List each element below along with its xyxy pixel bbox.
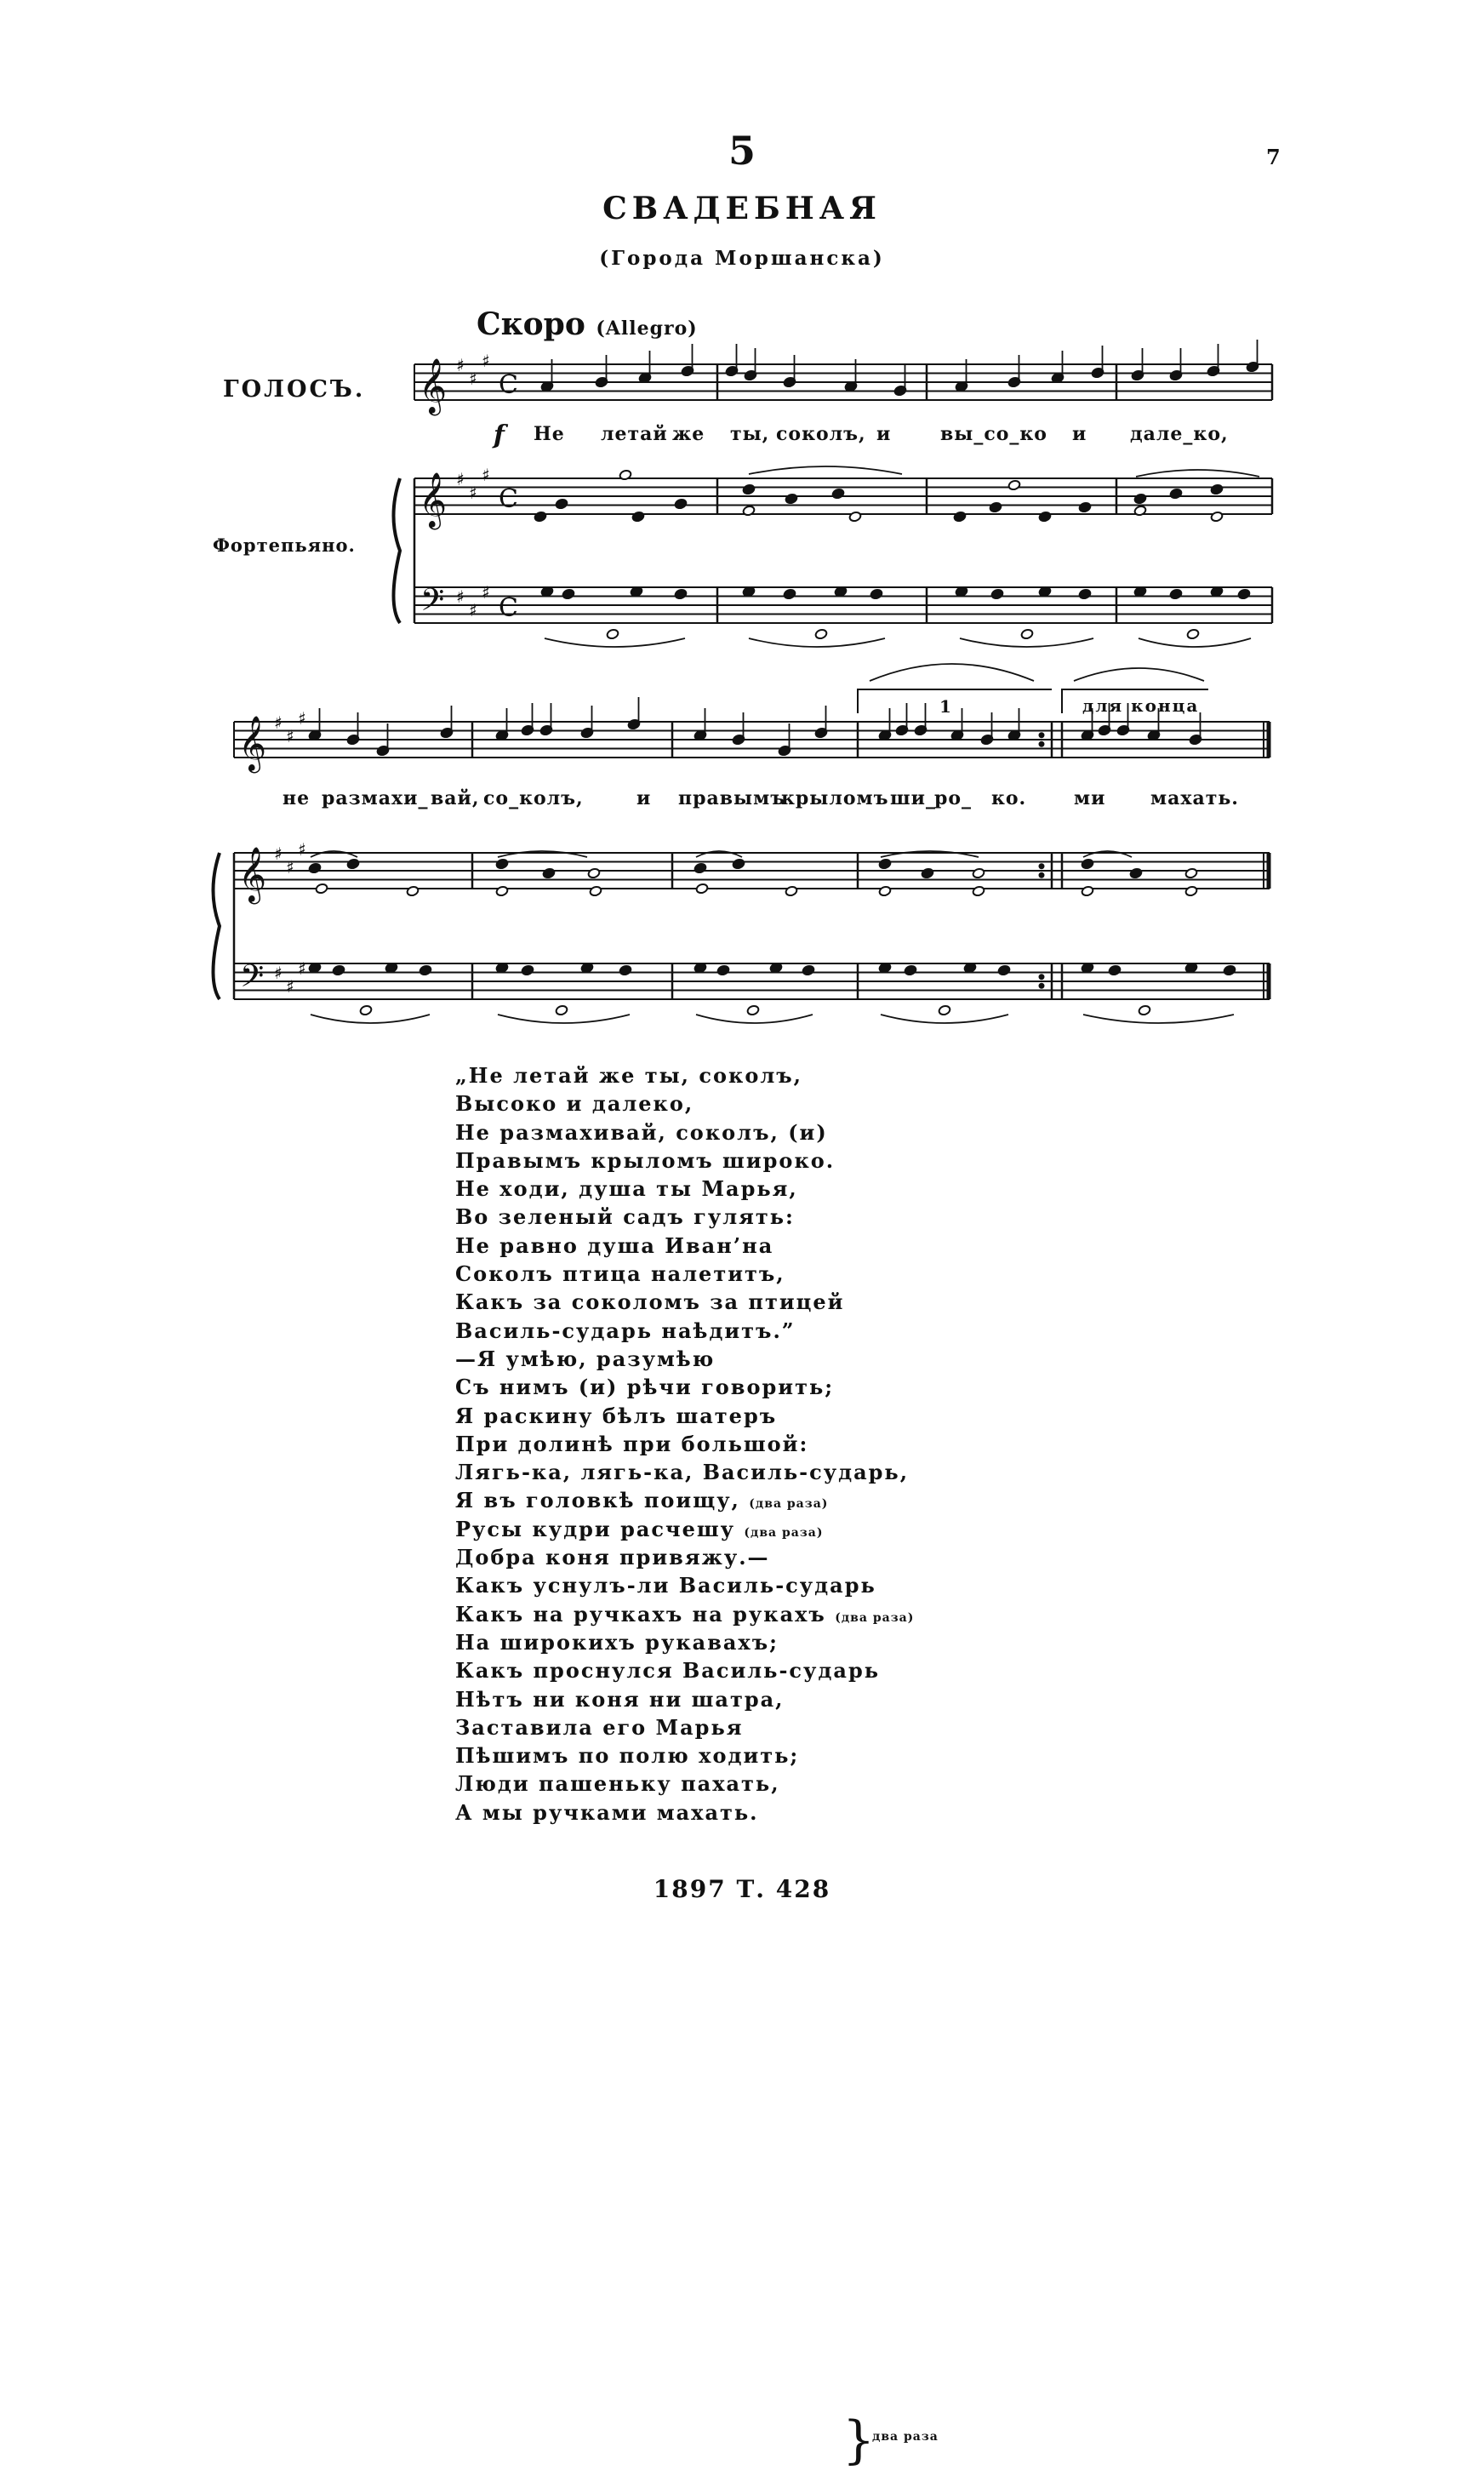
music-notation <box>0 0 1484 1047</box>
key-sharp: ♯ <box>274 712 283 733</box>
verse-line: Какъ проснулся Василь-сударь <box>455 1658 881 1684</box>
treble-clef: 𝄞 <box>238 716 267 771</box>
verse-line: Я раскину бѣлъ шатеръ <box>455 1403 778 1428</box>
repeat-dot <box>1039 983 1044 988</box>
note-head <box>495 858 508 869</box>
verse-line: Добра коня привяжу.— <box>455 1545 770 1570</box>
note-head <box>1133 493 1146 504</box>
key-sharp: ♯ <box>274 843 283 864</box>
note-head <box>972 885 985 896</box>
repeat-note: (два раза) <box>749 1497 829 1512</box>
lyric-syllable: и <box>636 787 652 809</box>
verse-line: Пѣшимъ по полю ходить; <box>455 1743 800 1769</box>
slur <box>960 638 1093 647</box>
key-sharp: ♯ <box>286 976 294 997</box>
key-sharp: ♯ <box>482 582 490 603</box>
slur <box>498 1015 630 1023</box>
lyric-syllable: ми <box>1074 787 1106 809</box>
note-head <box>1223 964 1236 975</box>
verse-line: Нѣтъ ни коня ни шатра, <box>455 1686 785 1712</box>
lyric-syllable: правымъ <box>678 787 786 809</box>
time-signature: C <box>499 593 518 623</box>
key-sharp: ♯ <box>286 726 294 746</box>
note-head <box>1129 867 1142 878</box>
lyric-syllable: ши_ <box>890 787 936 809</box>
verse-line-text: Русы кудри расчешу <box>455 1516 736 1541</box>
lyric-syllable: Не <box>534 423 565 445</box>
verse-line: На широкихъ рукавахъ; <box>455 1629 779 1655</box>
tempo-russian: Скоро <box>477 306 585 342</box>
bass-clef: 𝄢 <box>420 582 445 626</box>
verse-line: Не ходи, душа ты Марья, <box>455 1176 798 1202</box>
note-head <box>831 488 844 499</box>
lyric-syllable: не <box>283 787 311 809</box>
note-head <box>495 885 508 896</box>
note-head <box>1169 488 1182 499</box>
note-head <box>1186 628 1199 639</box>
slur <box>696 1015 813 1023</box>
note-head <box>814 628 827 639</box>
key-sharp: ♯ <box>298 708 306 729</box>
piano-brace <box>394 478 401 623</box>
repeat-dot <box>1039 975 1044 980</box>
slur <box>881 1015 1008 1023</box>
note-head <box>878 885 891 896</box>
note-head <box>674 588 687 599</box>
key-sharp: ♯ <box>469 600 477 620</box>
note-head <box>359 1004 372 1015</box>
note-head <box>693 862 706 873</box>
note-head <box>1210 511 1223 522</box>
note-head <box>1138 1004 1150 1015</box>
note-head <box>419 964 431 975</box>
verse-line: Какъ за соколомъ за птицей <box>455 1289 845 1315</box>
lyric-syllable: махать. <box>1150 787 1239 809</box>
repeat-dot <box>1039 733 1044 738</box>
plate-number: 1897 Т. 428 <box>653 1875 831 1903</box>
key-sharp: ♯ <box>456 586 465 607</box>
note-head <box>1078 588 1091 599</box>
slur <box>311 1015 430 1023</box>
note-head <box>1081 885 1093 896</box>
key-sharp: ♯ <box>274 963 283 983</box>
note-head <box>1007 479 1020 490</box>
treble-clef: 𝄞 <box>238 847 267 902</box>
lyric-syllable: со_колъ, <box>483 787 584 809</box>
lyric-syllable: летай <box>601 423 668 445</box>
verse-line: Во зеленый садъ гулять: <box>455 1204 795 1230</box>
verse-line <box>455 1600 1068 1628</box>
verse-line: Не равно душа Иван’на <box>455 1232 774 1258</box>
verse-line: Соколъ птица налетитъ, <box>455 1261 785 1287</box>
verse-line: А мы ручками махать. <box>455 1799 759 1825</box>
note-head <box>742 483 755 495</box>
bass-clef: 𝄢 <box>240 958 265 1002</box>
key-sharp: ♯ <box>469 483 477 503</box>
key-sharp: ♯ <box>286 857 294 878</box>
note-head <box>332 964 345 975</box>
lyric-syllable: размахи_ <box>322 787 429 809</box>
note-head <box>674 498 687 509</box>
note-head <box>716 964 729 975</box>
verse-line: Высоко и далеко, <box>455 1091 694 1117</box>
note-head <box>785 885 797 896</box>
verse-line: Не размахивай, соколъ, (и) <box>455 1119 828 1145</box>
song-title: СВАДЕБНАЯ <box>602 191 882 226</box>
note-head <box>1038 511 1051 522</box>
lyric-syllable: и <box>1072 423 1087 445</box>
note-head <box>1078 501 1091 512</box>
repeat-brace: } <box>842 2410 877 2470</box>
slur <box>1083 1015 1234 1023</box>
repeat-dot <box>1039 741 1044 746</box>
time-signature: C <box>499 484 518 514</box>
note-head <box>1081 858 1093 869</box>
note-head <box>921 867 933 878</box>
piano-brace <box>214 853 220 999</box>
note-head <box>534 511 546 522</box>
first-ending-bracket <box>858 689 1052 713</box>
note-head <box>990 588 1003 599</box>
treble-clef: 𝄞 <box>419 472 448 528</box>
repeat-dot <box>1039 864 1044 869</box>
note-head <box>695 883 708 894</box>
key-sharp: ♯ <box>456 469 465 489</box>
repeat-note: (два раза) <box>744 1525 824 1540</box>
repeat-note: (два раза) <box>835 1610 915 1625</box>
verse-line: Заставила его Марья <box>455 1714 744 1740</box>
note-head <box>802 964 814 975</box>
note-head <box>406 885 419 896</box>
note-head <box>953 511 966 522</box>
note-head <box>746 1004 759 1015</box>
lyric-syllable: же <box>672 423 705 445</box>
verse-line: „Не летай же ты, соколъ, <box>455 1063 803 1088</box>
note-head <box>1184 885 1197 896</box>
note-head <box>542 867 555 878</box>
key-sharp: ♯ <box>456 355 465 375</box>
note-head <box>1169 588 1182 599</box>
slur <box>749 638 885 647</box>
time-signature: C <box>499 370 518 400</box>
note-head <box>904 964 916 975</box>
slur <box>1136 470 1259 477</box>
key-sharp: ♯ <box>482 465 490 485</box>
key-sharp: ♯ <box>482 351 490 371</box>
lyric-syllable: ко. <box>991 787 1027 809</box>
note-head <box>732 858 745 869</box>
note-head <box>870 588 882 599</box>
verse-line-text: Какъ на ручкахъ на рукахъ <box>455 1601 826 1627</box>
slur <box>749 466 902 474</box>
note-head <box>631 511 644 522</box>
verse-line-text: Я въ головкѣ поищу, <box>455 1488 740 1513</box>
note-head <box>346 858 359 869</box>
note-head <box>555 1004 568 1015</box>
note-head <box>878 858 891 869</box>
song-number: 5 <box>728 128 756 174</box>
key-sharp: ♯ <box>469 369 477 389</box>
note-head <box>315 883 328 894</box>
verse-line: Правымъ крыломъ широко. <box>455 1147 836 1173</box>
verse-line <box>455 1486 1068 1514</box>
note-head <box>1108 964 1121 975</box>
page-number: 7 <box>1266 145 1281 169</box>
repeat-brace-label: два раза <box>872 2430 939 2444</box>
slur <box>1074 668 1204 681</box>
lyric-syllable: ты, <box>730 423 770 445</box>
slur <box>870 664 1034 681</box>
verse-line: При долинѣ при большой: <box>455 1431 809 1456</box>
tempo-italian: (Allegro) <box>596 317 698 340</box>
lyric-syllable: крыломъ <box>781 787 889 809</box>
slur <box>1139 638 1251 647</box>
note-head <box>997 964 1010 975</box>
voice-label: ГОЛОСЪ. <box>223 376 366 403</box>
note-head <box>606 628 619 639</box>
lyric-syllable: ро_ <box>934 787 973 809</box>
key-sharp: ♯ <box>298 839 306 860</box>
lyric-syllable: и <box>876 423 892 445</box>
note-head <box>619 964 631 975</box>
note-head <box>989 501 1002 512</box>
ending-for-finish-label: для конца <box>1082 695 1200 716</box>
note-head <box>785 493 797 504</box>
key-sharp: ♯ <box>298 958 306 979</box>
repeat-dot <box>1039 872 1044 878</box>
note-head <box>589 885 602 896</box>
lyric-syllable: вы_со_ко <box>940 423 1047 445</box>
note-head <box>587 867 600 878</box>
verse-line <box>455 1515 1068 1543</box>
lyric-syllable: соколъ, <box>776 423 866 445</box>
slur <box>545 638 685 647</box>
verse-line: —Я умѣю, разумѣю <box>455 1346 716 1371</box>
note-head <box>783 588 796 599</box>
verse-line: Лягь-ка, лягь-ка, Василь-сударь, <box>455 1460 910 1485</box>
note-head <box>1237 588 1250 599</box>
note-head <box>521 964 534 975</box>
note-head <box>308 862 321 873</box>
song-subtitle: (Города Моршанска) <box>599 247 885 270</box>
dynamic-forte: f <box>494 420 505 450</box>
lyric-syllable: дале_ко, <box>1130 423 1229 445</box>
first-ending-label: 1 <box>939 696 951 717</box>
note-head <box>972 867 985 878</box>
note-head <box>1184 867 1197 878</box>
treble-clef: 𝄞 <box>419 358 448 414</box>
verse-line: Василь-сударь наѣдитъ.” <box>455 1318 796 1343</box>
note-head <box>848 511 861 522</box>
note-head <box>1020 628 1033 639</box>
note-head <box>938 1004 950 1015</box>
note-head <box>555 498 568 509</box>
note-head <box>562 588 574 599</box>
verse-line: Люди пашеньку пахать, <box>455 1771 780 1797</box>
note-head <box>1210 483 1223 495</box>
verse-line: Съ нимъ (и) рѣчи говорить; <box>455 1375 835 1400</box>
verse-line: Какъ уснулъ-ли Василь-сударь <box>455 1573 876 1598</box>
lyric-syllable: вай, <box>431 787 480 809</box>
piano-label: Фортепьяно. <box>213 535 356 556</box>
